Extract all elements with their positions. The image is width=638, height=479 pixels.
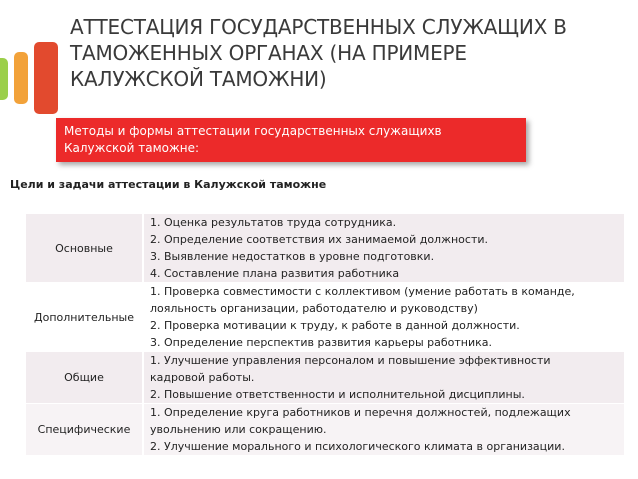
list-item: 2. Проверка мотивации к труду, к работе в данной должности. (150, 319, 520, 332)
list-item: 2. Повышение ответственности и исполнительной дисциплины. (150, 388, 525, 401)
list-item: кадровой работы. (150, 371, 255, 384)
list-item: 1. Проверка совместимости с коллективом (умение работать в команде, (150, 285, 575, 298)
slide-title (70, 14, 610, 92)
decor-bar-orange (14, 52, 28, 104)
list-item: 1. Улучшение управления персоналом и повышение эффективности (150, 354, 551, 367)
banner-line: Калужской таможне: (64, 141, 200, 155)
list-item: увольнению или сокращению. (150, 423, 327, 436)
title-line: АТТЕСТАЦИЯ ГОСУДАРСТВЕННЫХ СЛУЖАЩИХ В (70, 15, 567, 39)
list-item: 2. Определение соответствия их занимаемой должности. (150, 233, 489, 246)
items-cell (143, 214, 624, 283)
goals-table (26, 214, 624, 456)
methods-banner (56, 118, 526, 162)
list-item: 3. Определение перспектив развития карьеры работника. (150, 336, 493, 349)
items-cell (143, 404, 624, 456)
title-line: КАЛУЖСКОЙ ТАМОЖНИ) (70, 67, 327, 91)
banner-line: Методы и формы аттестации государственных служащихв (64, 124, 442, 138)
decor-bar-red (34, 42, 58, 114)
table-row (26, 283, 624, 352)
decor-bar-green (0, 58, 8, 100)
list-item: 1. Определение круга работников и перечня должностей, подлежащих (150, 406, 571, 419)
items-cell (143, 352, 624, 404)
table-row (26, 214, 624, 283)
list-item: 4. Составление плана развития работника (150, 267, 400, 280)
title-line: ТАМОЖЕННЫХ ОРГАНАХ (НА ПРИМЕРЕ (70, 41, 467, 65)
category-cell: Специфические (26, 404, 143, 456)
category-cell: Основные (26, 214, 143, 283)
section-heading: Цели и задачи аттестации в Калужской таможне (10, 178, 327, 191)
list-item: 3. Выявление недостатков в уровне подготовки. (150, 250, 435, 263)
list-item: лояльность организации, работодателю и руководству) (150, 302, 478, 315)
category-cell: Дополнительные (26, 283, 143, 352)
table-row (26, 352, 624, 404)
items-cell (143, 283, 624, 352)
table-row (26, 404, 624, 456)
category-cell: Общие (26, 352, 143, 404)
list-item: 2. Улучшение морального и психологического климата в организации. (150, 440, 565, 453)
list-item: 1. Оценка результатов труда сотрудника. (150, 216, 397, 229)
